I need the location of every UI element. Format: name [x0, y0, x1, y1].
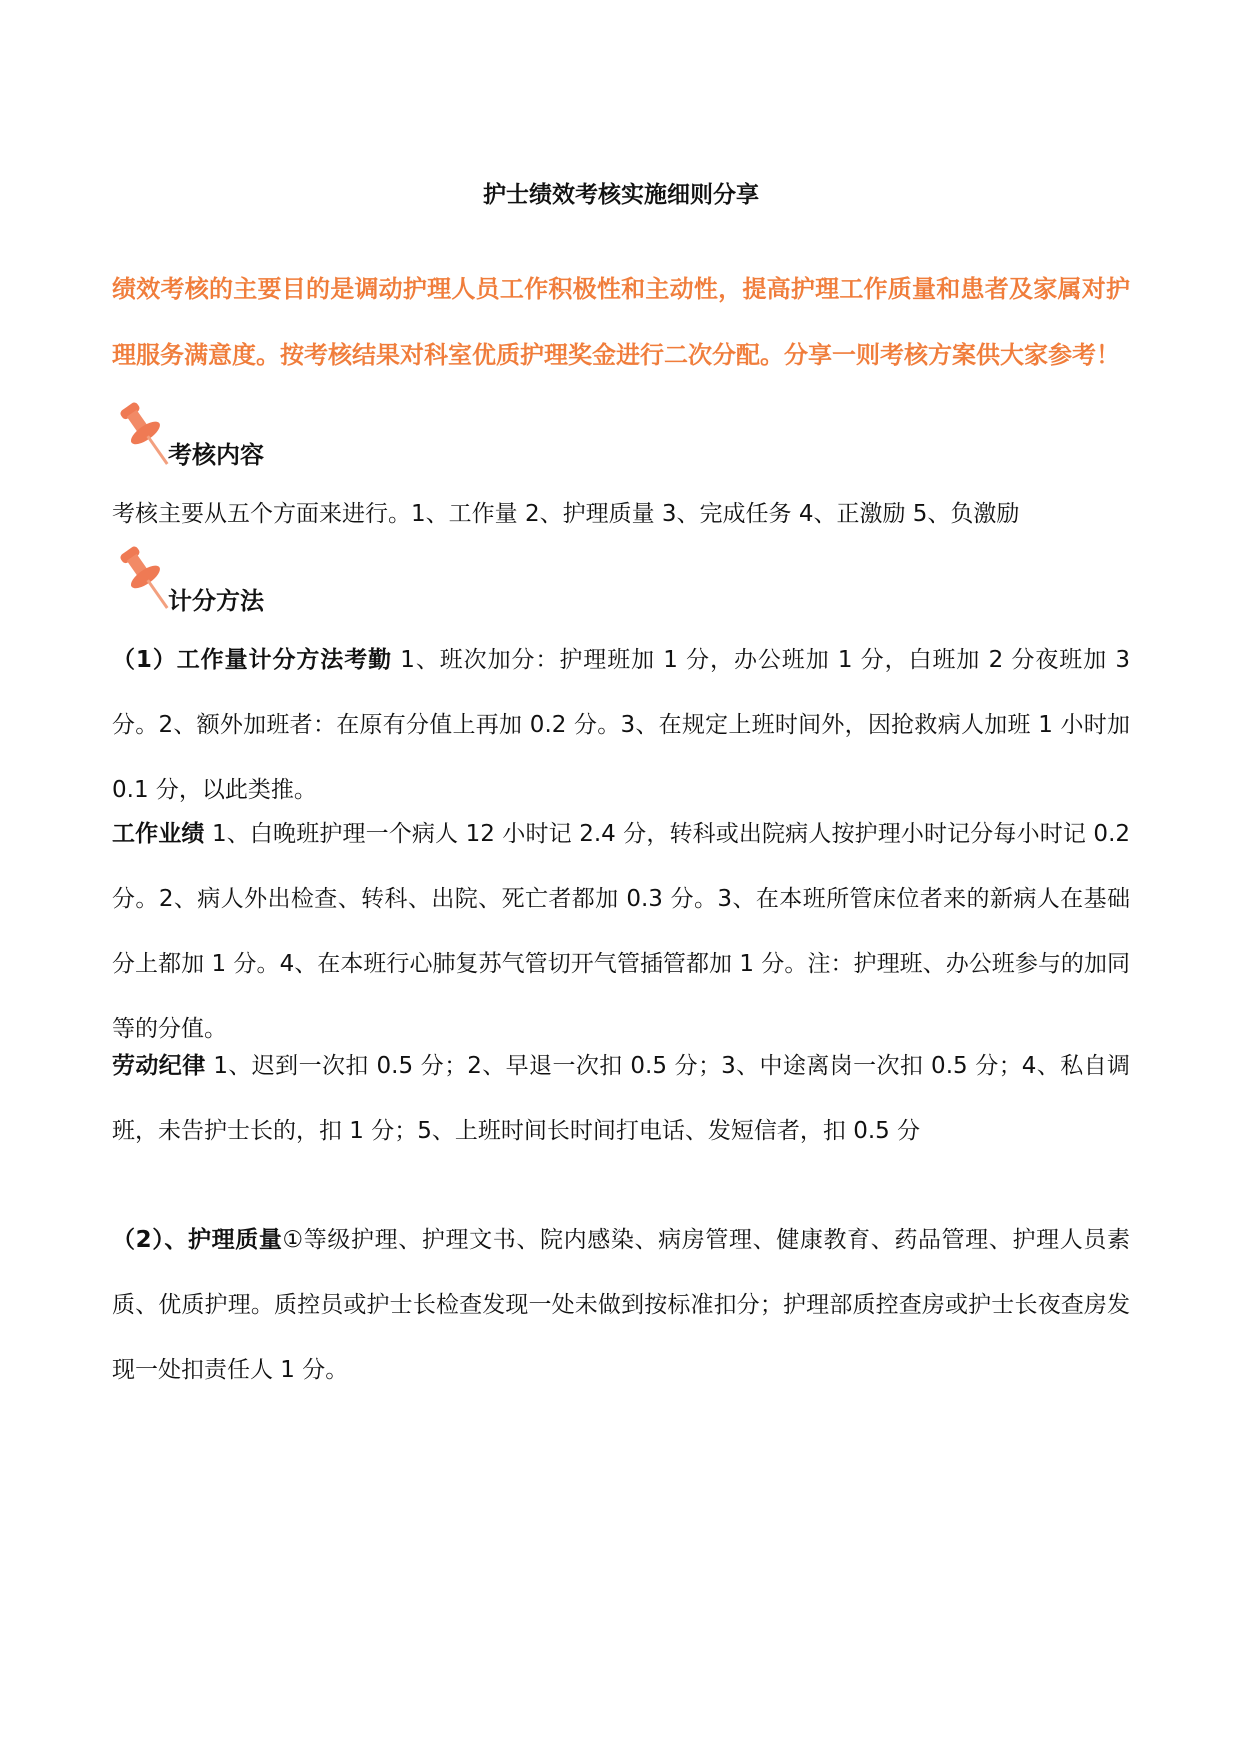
content-paragraph: 考核主要从五个方面来进行。1、工作量 2、护理质量 3、完成任务 4、正激励 5、负激励: [112, 501, 1020, 527]
workload-paragraph: [112, 628, 1130, 823]
pushpin-icon: [112, 542, 172, 622]
workload-lead: （1）工作量计分方法考勤: [112, 647, 393, 673]
performance-lead: 工作业绩: [112, 821, 205, 847]
section-heading-label: 考核内容: [168, 441, 264, 469]
page-title: 护士绩效考核实施细则分享: [483, 182, 759, 208]
performance-text: 1、白晚班护理一个病人 12 小时记 2.4 分，转科或出院病人按护理小时记分每小时记 0.2 分。2、病人外出检查、转科、出院、死亡者都加 0.3 分。3、在本班所管床位者来的新病人在基础分上都加 1 分。4、在本班行心肺复苏气管切开气管插管都加 1 分。注：护理班、办公班参与的加同等的分值。: [112, 821, 1131, 1042]
quality-lead: （2）、护理质量: [112, 1227, 283, 1253]
discipline-paragraph: [112, 1034, 1130, 1164]
discipline-lead: 劳动纪律: [112, 1053, 206, 1079]
discipline-text: 1、迟到一次扣 0.5 分；2、早退一次扣 0.5 分；3、中途离岗一次扣 0.5 分；4、私自调班，未告护士长的，扣 1 分；5、上班时间长时间打电话、发短信者，扣 0.5 分: [112, 1053, 1131, 1144]
section-heading-method: [112, 542, 512, 642]
pushpin-icon: [112, 398, 172, 478]
quality-text: ①等级护理、护理文书、院内感染、病房管理、健康教育、药品管理、护理人员素质、优质护理。质控员或护士长检查发现一处未做到按标准扣分；护理部质控查房或护士长夜查房发现一处扣责任人 1 分。: [112, 1227, 1130, 1383]
performance-paragraph: [112, 802, 1130, 1062]
workload-text: 1、班次加分：护理班加 1 分，办公班加 1 分，白班加 2 分夜班加 3 分。2、额外加班者：在原有分值上再加 0.2 分。3、在规定上班时间外，因抢救病人加班 1 小时加 0.1 分，以此类推。: [112, 647, 1130, 803]
quality-paragraph: [112, 1208, 1130, 1403]
section-heading-label: 计分方法: [168, 587, 264, 615]
intro-paragraph: 绩效考核的主要目的是调动护理人员工作积极性和主动性，提高护理工作质量和患者及家属对护理服务满意度。按考核结果对科室优质护理奖金进行二次分配。分享一则考核方案供大家参考！: [112, 275, 1130, 369]
